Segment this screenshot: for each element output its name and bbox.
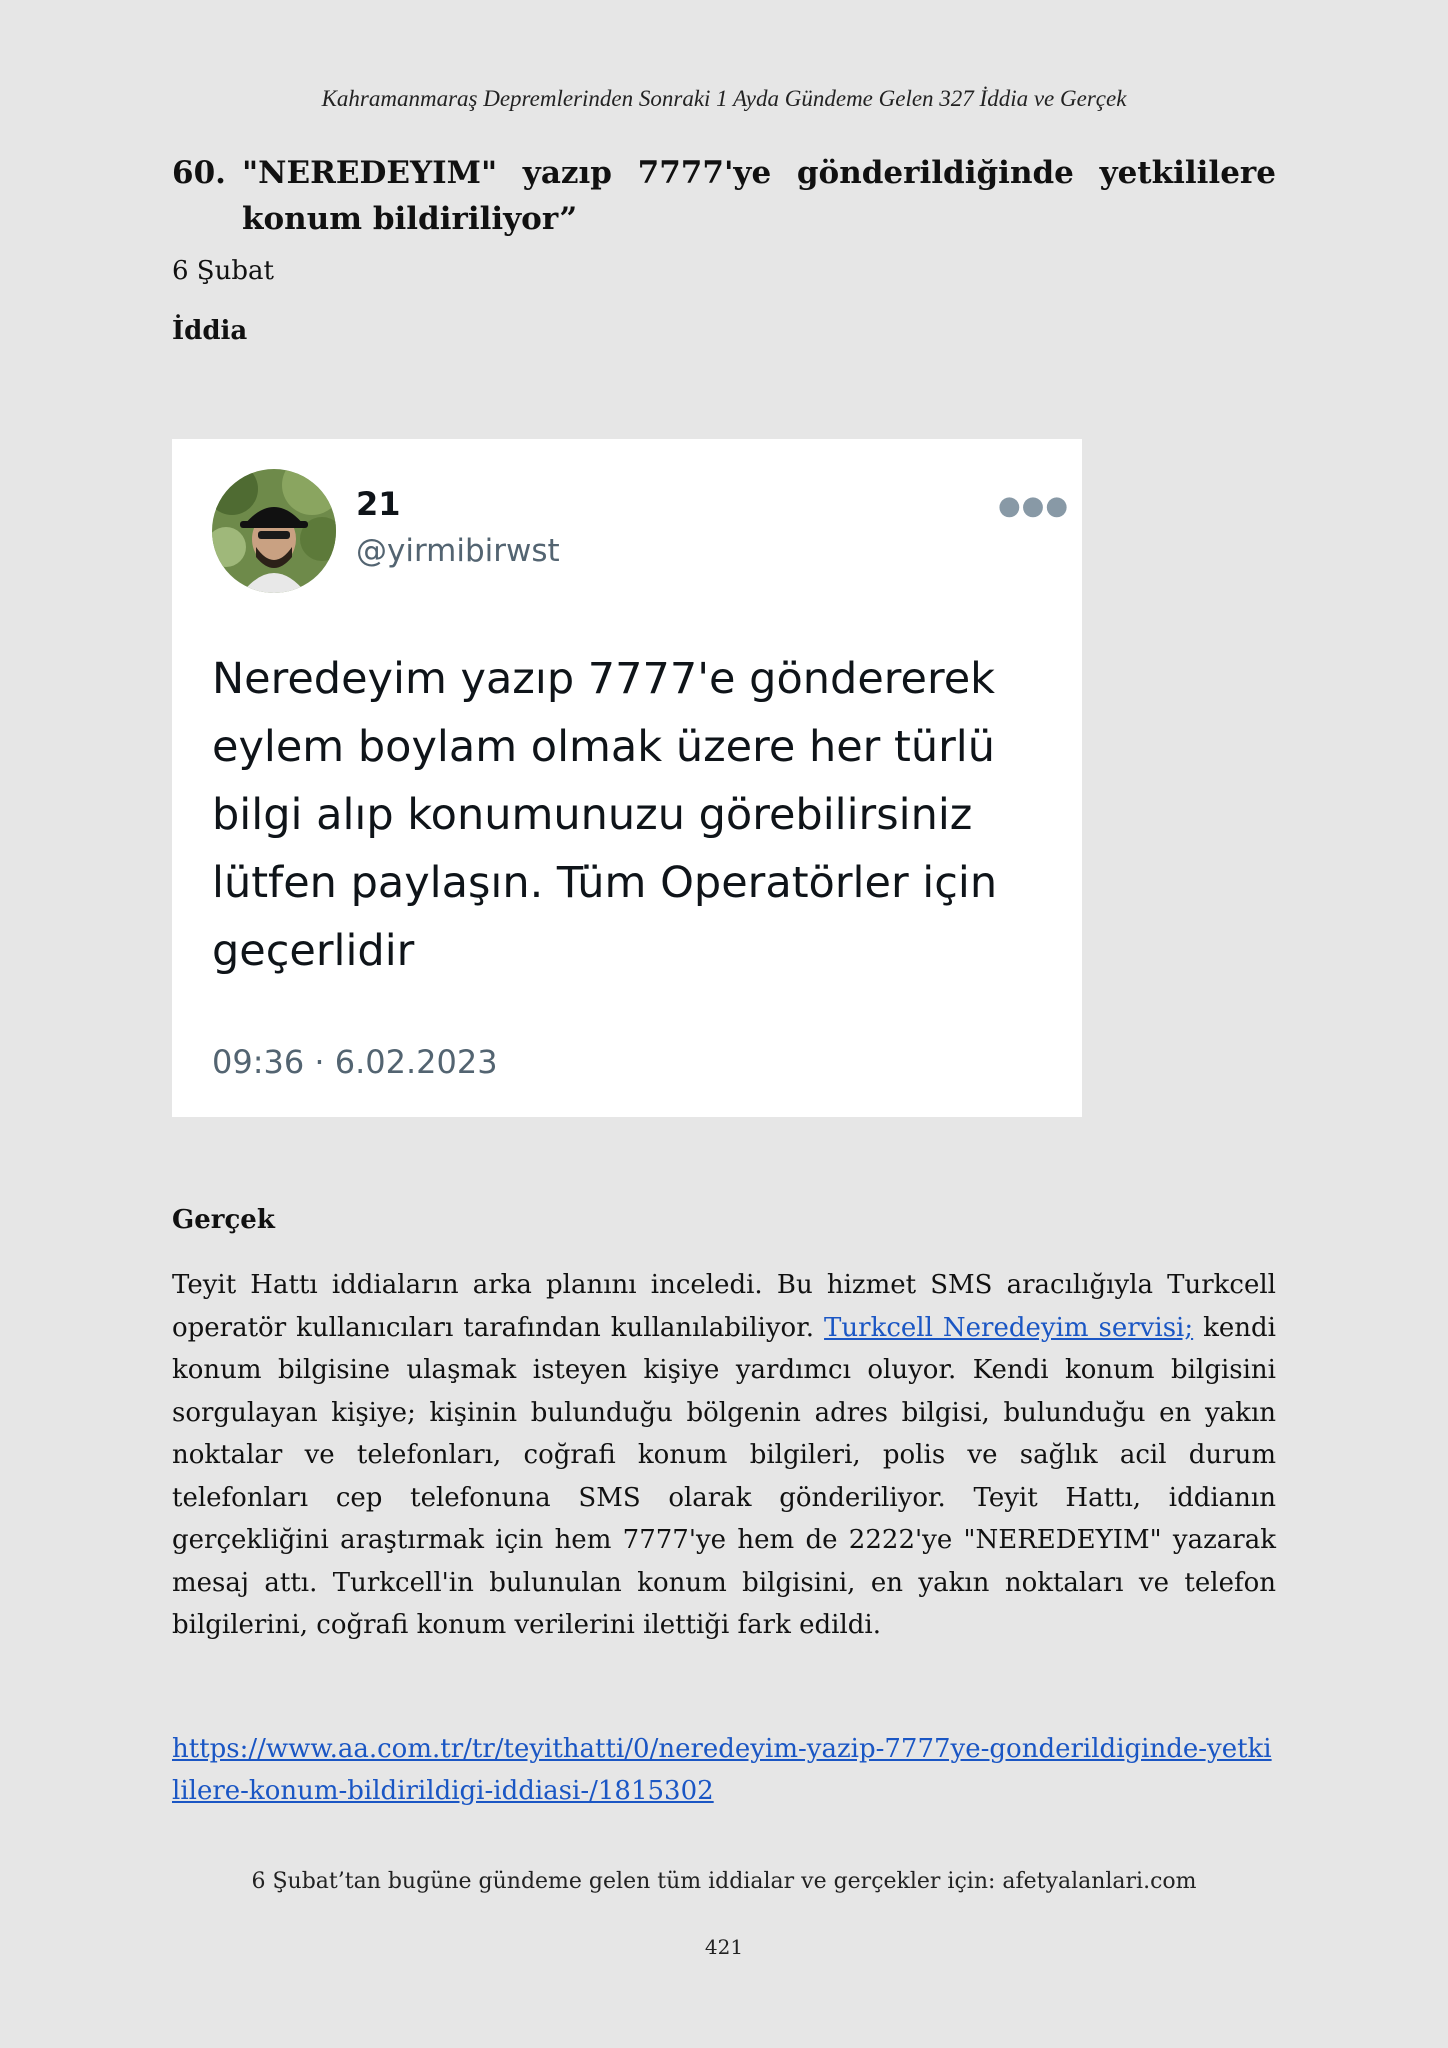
source-link[interactable]: https://www.aa.com.tr/tr/teyithatti/0/neredeyim-yazip-7777ye-gonderildiginde-yetkililere-konum-bildirildigi-iddiasi-/1815302	[172, 1734, 1272, 1806]
tweet-text: Neredeyim yazıp 7777'e göndererek eylem boylam olmak üzere her türlü bilgi alıp konumunuzu görebilirsiniz lütfen paylaşın. Tüm Operatörler için geçerlidir	[212, 654, 998, 976]
heading-title: "NEREDEYIM" yazıp 7777'ye gönderildiğinde yetkililere konum bildiriliyor”	[242, 155, 1276, 237]
claim-date: 6 Şubat	[172, 256, 274, 286]
avatar[interactable]	[212, 469, 336, 593]
section-heading	[172, 150, 1276, 242]
page-footer: 6 Şubat’tan bugüne gündeme gelen tüm iddialar ve gerçekler için: afetyalanlari.com	[251, 1869, 1197, 1894]
heading-number: 60.	[172, 155, 226, 191]
tweet-author-handle[interactable]: @yirmibirwst	[356, 533, 560, 569]
running-header: Kahramanmaraş Depremlerinden Sonraki 1 Ayda Gündeme Gelen 327 İddia ve Gerçek	[321, 86, 1127, 111]
claim-label: İddia	[172, 316, 248, 346]
fact-label: Gerçek	[172, 1205, 275, 1235]
fact-body-part2: kendi konum bilgisine ulaşmak isteyen kişiye yardımcı oluyor. Kendi konum bilgisini sorgulayan kişiye; kişinin bulunduğu bölgenin adres bilgisi, bulunduğu en yakın noktalar ve telefonları, coğrafi konum bilgileri, polis ve sağlık acil durum telefonları cep telefonuna SMS olarak gönderiliyor. Teyit Hattı, iddianın gerçekliğini araştırmak için hem 7777'ye hem de 2222'ye "NEREDEYIM" yazarak mesaj attı. Turkcell'in bulunulan konum bilgisini, en yakın noktaları ve telefon bilgilerini, coğrafi konum verilerini ilettiği fark edildi.	[172, 1312, 1276, 1640]
fact-body-part1: Teyit Hattı iddiaların arka planını inceledi. Bu hizmet SMS aracılığıyla Turkcell operatör kullanıcıları tarafından kullanılabiliyor.	[172, 1270, 1276, 1343]
tweet-author-name[interactable]: 21	[356, 485, 401, 523]
tweet-screenshot	[172, 439, 1082, 1117]
tweet-timestamp[interactable]: 09:36 · 6.02.2023	[212, 1043, 498, 1081]
fact-body	[172, 1264, 1276, 1647]
turkcell-service-link[interactable]: Turkcell Neredeyim servisi;	[824, 1312, 1194, 1343]
more-dots-icon[interactable]: ●●●	[998, 491, 1070, 521]
page-number: 421	[704, 1935, 744, 1959]
